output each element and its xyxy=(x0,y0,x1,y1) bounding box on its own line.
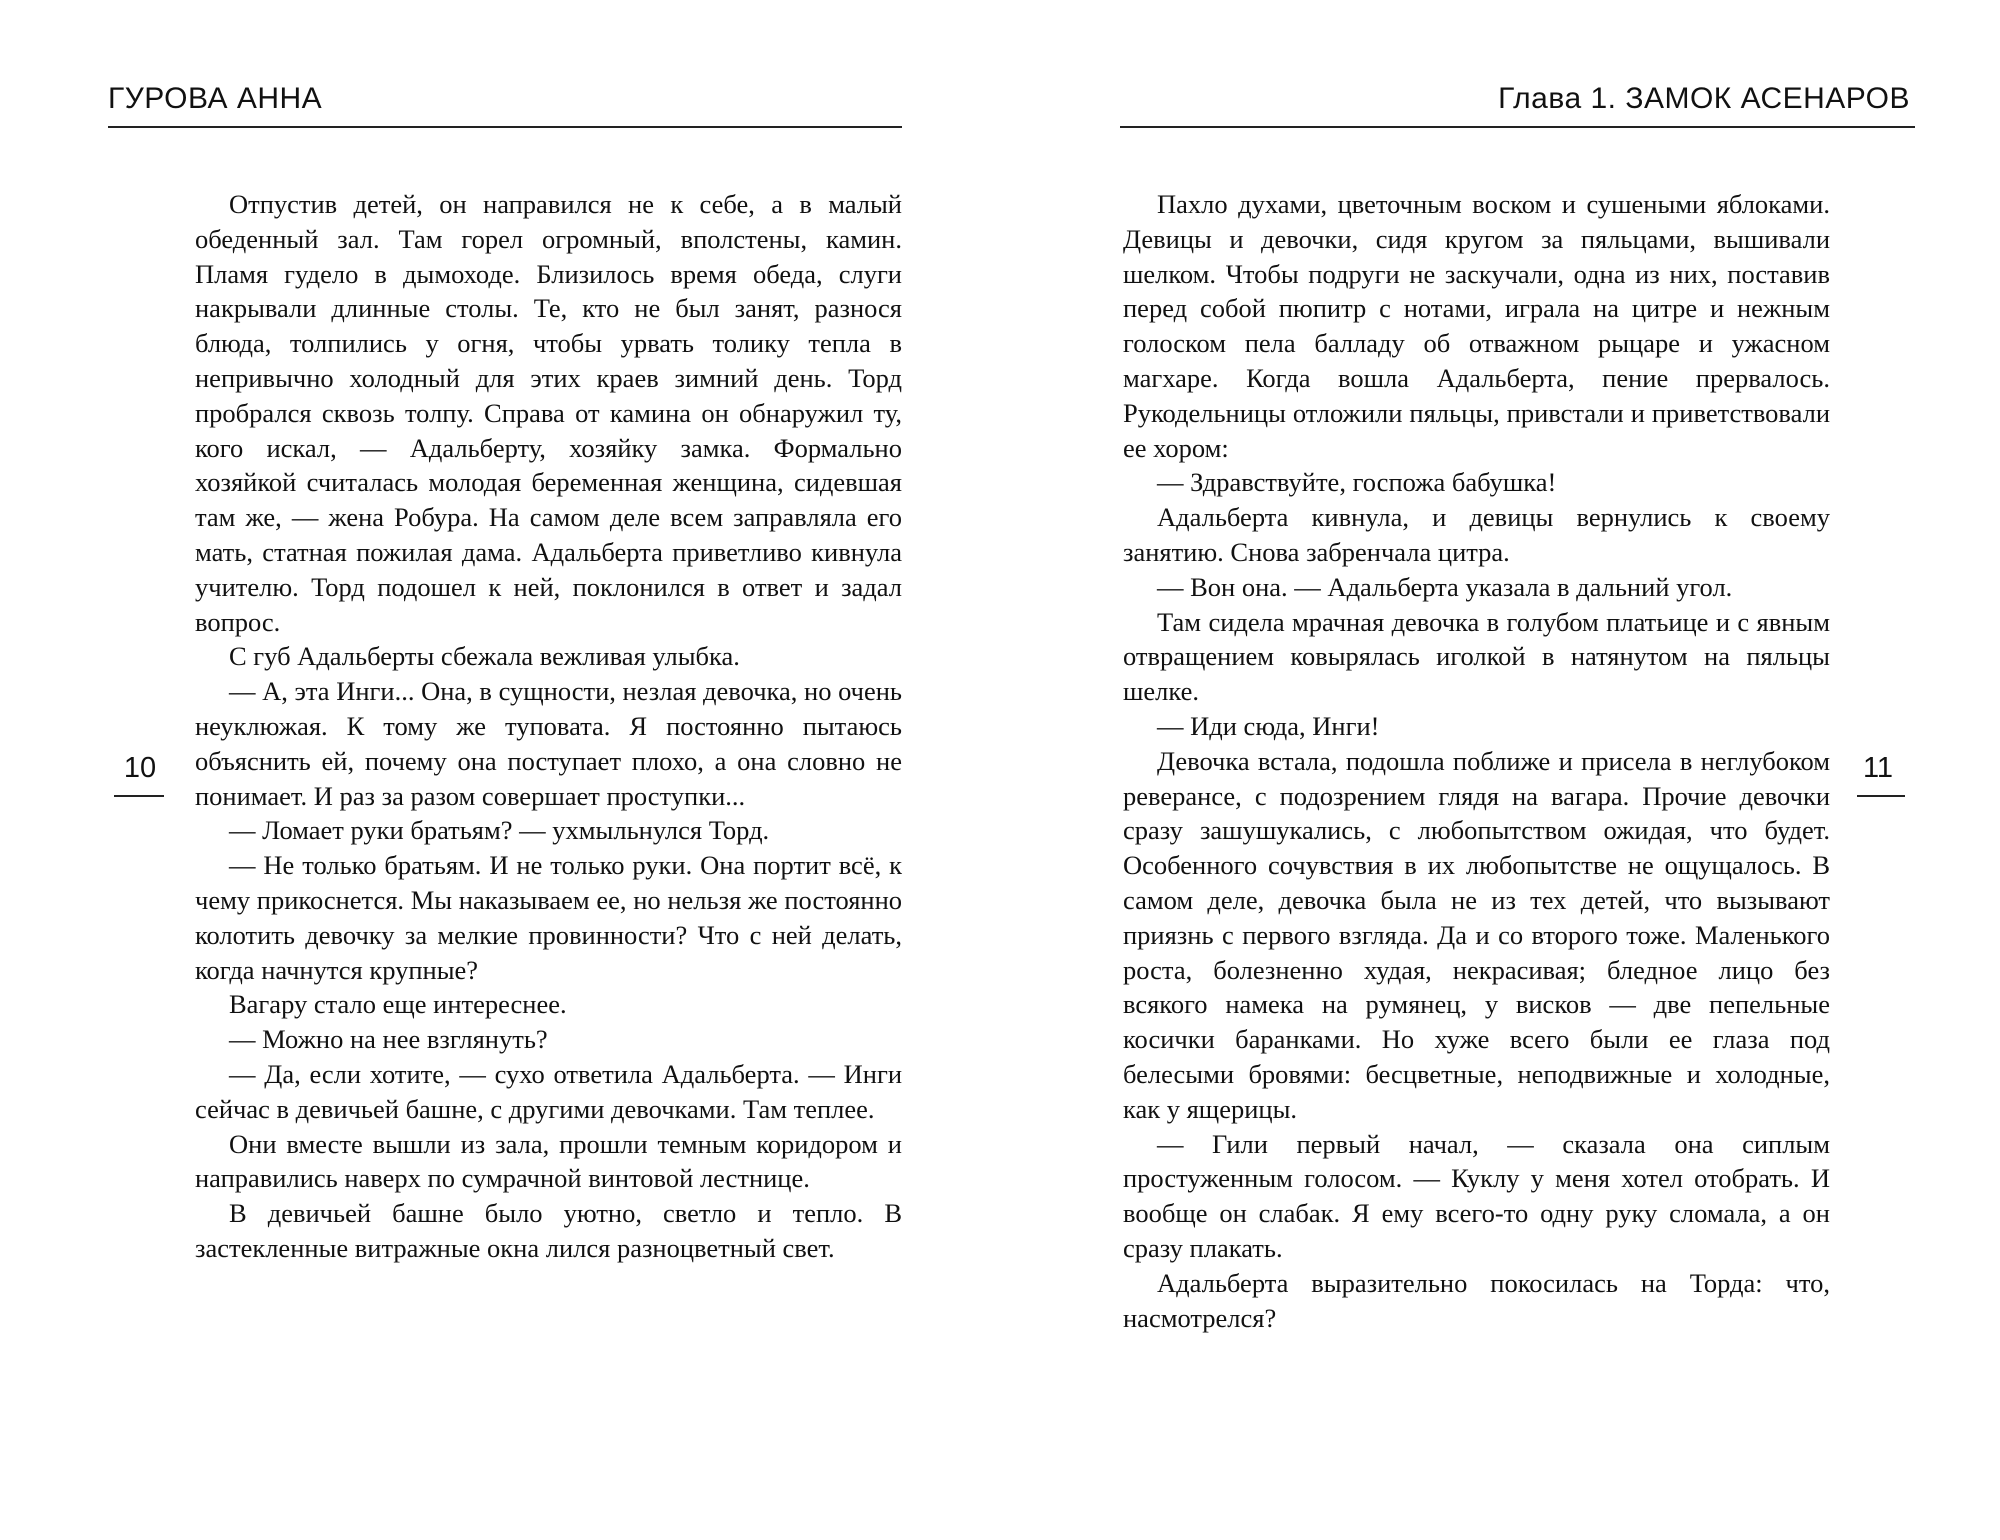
right-page-text xyxy=(1123,187,1830,1335)
paragraph: Адальберта выразительно покосилась на Торда: что, насмотрелся? xyxy=(1123,1267,1830,1333)
paragraph: Там сидела мрачная девочка в голубом платьице и с явным отвращением ковырялась иголкой в натянутом на пяльцы шелке. xyxy=(1123,606,1830,707)
running-head-author: ГУРОВА АННА xyxy=(108,82,323,115)
paragraph: Девочка встала, подошла поближе и присела в неглубоком реверансе, с подозрением глядя на вагара. Прочие девочки сразу зашушукались, с любопытством ожидая, что будет. Особенного сочувствия в их любопытстве не ощущалось. В самом деле, девочка была не из тех детей, что вызывают приязнь с первого взгляда. Да и со второго тоже. Маленького роста, болезненно худая, некрасивая; бледное лицо без всякого намека на румянец, у висков — две пепельные косички баранками. Но хуже всего были ее глаза под белесыми бровями: бесцветные, неподвижные и холодные, как у ящерицы. xyxy=(1123,745,1830,1124)
paragraph: — Иди сюда, Инги! xyxy=(1157,710,1380,741)
paragraph: — Гили первый начал, — сказала она сиплым простуженным голосом. — Куклу у меня хотел отобрать. И вообще он слабак. Я ему всего-то одну руку сломала, а он сразу плакать. xyxy=(1123,1128,1830,1263)
paragraph: Вагару стало еще интереснее. xyxy=(229,989,567,1020)
paragraph: — Ломает руки братьям? — ухмыльнулся Торд. xyxy=(229,815,770,846)
page-number: 11 xyxy=(1862,752,1894,784)
page-number: 10 xyxy=(123,752,157,784)
paragraph: Отпустив детей, он направился не к себе, а в малый обеденный зал. Там горел огромный, вполстены, камин. Пламя гудело в дымоходе. Близилось время обеда, слуги накрывали длинные столы. Те, кто не был занят, разнося блюда, толпились у огня, чтобы урвать толику тепла в непривычно холодный для этих краев зимний день. Торд пробрался сквозь толпу. Справа от камина он обнаружил ту, кого искал, — Адальберту, хозяйку замка. Формально хозяйкой считалась молодая беременная женщина, сидевшая там же, — жена Робура. На самом деле всем заправляла его мать, статная пожилая дама. Адальберта приветливо кивнула учителю. Торд подошел к ней, поклонился в ответ и задал вопрос. xyxy=(195,189,902,637)
paragraph: С губ Адальберты сбежала вежливая улыбка. xyxy=(229,641,740,672)
paragraph: — Здравствуйте, госпожа бабушка! xyxy=(1157,467,1557,498)
left-page-text xyxy=(195,187,902,1266)
paragraph: — Можно на нее взглянуть? xyxy=(229,1024,548,1055)
paragraph: — Вон она. — Адальберта указала в дальний угол. xyxy=(1157,571,1733,602)
header-rule xyxy=(108,126,902,128)
page-number-rule xyxy=(1857,795,1905,797)
paragraph: В девичьей башне было уютно, светло и тепло. В застекленные витражные окна лился разноцветный свет. xyxy=(195,1198,902,1263)
paragraph: — А, эта Инги... Она, в сущности, незлая девочка, но очень неуклюжая. К тому же туповата. Я постоянно пытаюсь объяснить ей, почему она поступает плохо, а она словно не понимает. И раз за разом совершает проступки... xyxy=(195,676,902,811)
paragraph: Адальберта кивнула, и девицы вернулись к своему занятию. Снова забренчала цитра. xyxy=(1123,502,1830,567)
paragraph: Пахло духами, цветочным воском и сушеными яблоками. Девицы и девочки, сидя кругом за пяльцами, вышивали шелком. Чтобы подруги не заскучали, одна из них, поставив перед собой пюпитр с нотами, играла на цитре и нежным голоском пела балладу об отважном рыцаре и ужасном магхаре. Когда вошла Адальберта, пение прервалось. Рукодельницы отложили пяльцы, привстали и приветствовали ее хором: xyxy=(1123,189,1830,463)
page-number-rule xyxy=(114,795,164,797)
paragraph: Они вместе вышли из зала, прошли темным коридором и направились наверх по сумрачной винтовой лестнице. xyxy=(195,1128,902,1194)
right-page xyxy=(1000,0,2000,1540)
paragraph: — Да, если хотите, — сухо ответила Адальберта. — Инги сейчас в девичьей башне, с другими девочками. Там теплее. xyxy=(195,1058,902,1124)
running-head-chapter: Глава 1. ЗАМОК АСЕНАРОВ xyxy=(1498,82,1910,115)
paragraph: — Не только братьям. И не только руки. Она портит всё, к чему прикоснется. Мы наказываем ее, но нельзя же постоянно колотить девочку за мелкие провинности? Что с ней делать, когда начнутся крупные? xyxy=(195,850,902,985)
header-rule xyxy=(1120,126,1915,128)
